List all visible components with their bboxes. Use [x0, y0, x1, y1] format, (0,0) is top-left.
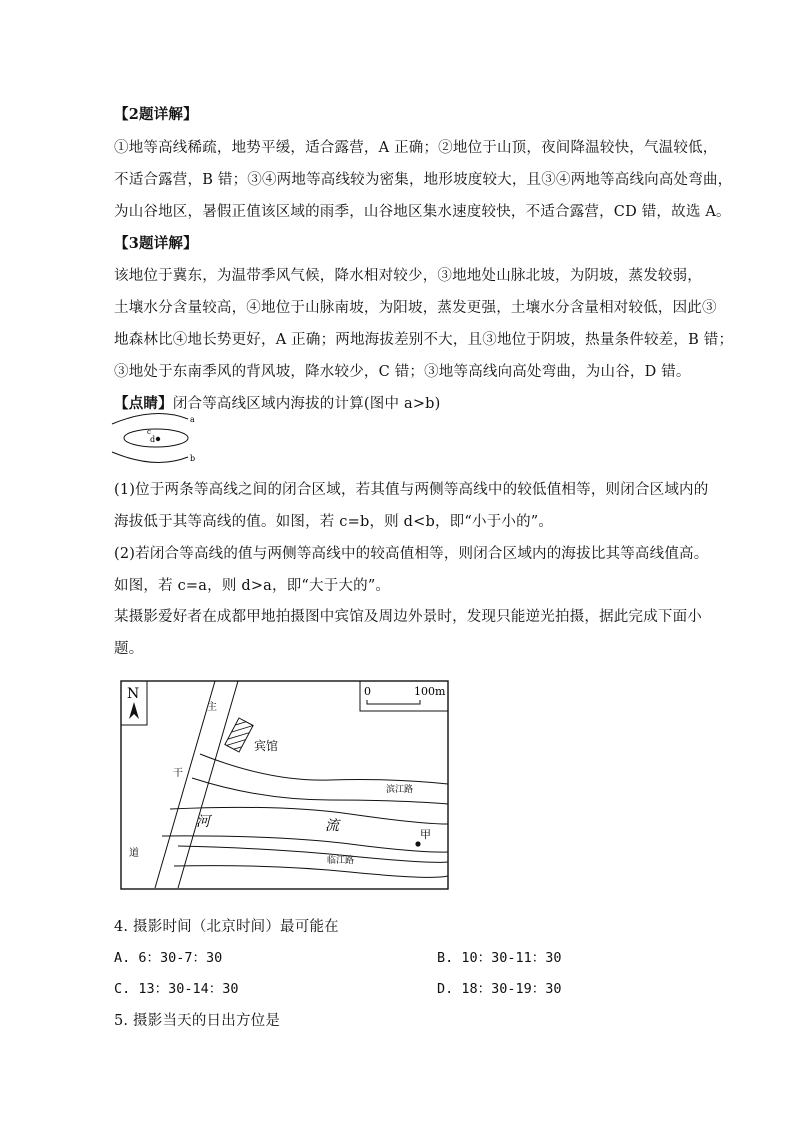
north-label: N	[127, 686, 140, 702]
tip-tag: 【点睛】	[114, 395, 173, 412]
label-a: a	[190, 415, 195, 424]
hotel-map	[120, 680, 450, 892]
q2-line: 不适合露营，B 错；③④两地等高线较为密集，地形坡度较大，且③④两地等高线向高处弯曲，	[114, 172, 733, 188]
scale-zero: 0	[364, 685, 371, 698]
q3-heading: 【3题详解】	[114, 235, 198, 252]
rule-line: (1)位于两条等高线之间的闭合区域，若其值与两侧等高线中的较低值相等，则闭合区域内的	[114, 482, 709, 498]
contour-line-a	[112, 414, 188, 424]
q4-option-c[interactable]: C. 13：30-14：30	[114, 981, 239, 997]
q3-line: 地森林比④地长势更好，A 正确；两地海拔差别不大，且③地位于阴坡，热量条件较差，B 错；	[114, 332, 734, 348]
tip-text: 闭合等高线区域内海拔的计算(图中 a>b)	[172, 396, 441, 412]
road-label-dao: 道	[129, 848, 139, 859]
q4-option-a[interactable]: A. 6：30-7：30	[114, 950, 223, 966]
q3-line: ③地处于东南季风的背风坡，降水较少，C 错；③地等高线向高处弯曲，为山谷，D 错。	[114, 364, 691, 380]
q2-line: 为山谷地区，暑假正值该区域的雨季，山谷地区集水速度较快，不适合露营，CD 错，故选 A。	[114, 204, 731, 220]
rule-line: 如图，若 c=a，则 d>a，即“大于大的”。	[114, 578, 391, 594]
q5-stem: 5. 摄影当天的日出方位是	[114, 1013, 281, 1029]
q4-option-b[interactable]: B. 10：30-11：30	[437, 950, 562, 966]
label-c: c	[147, 428, 151, 436]
q4-option-d[interactable]: D. 18：30-19：30	[437, 981, 562, 997]
river-label-liu: 流	[325, 818, 339, 834]
hotel-label: 宾馆	[254, 739, 279, 753]
road-label-zhu: 主	[207, 702, 217, 713]
q2-heading: 【2题详解】	[114, 106, 198, 123]
rule-line: (2)若闭合等高线的值与两侧等高线中的较高值相等，则闭合区域内的海拔比其等高线值高。	[114, 546, 709, 562]
point-d	[156, 437, 160, 441]
scale-end: 100m	[414, 685, 446, 698]
river-label-he: 河	[196, 814, 210, 830]
contour-diagram	[110, 410, 210, 466]
point-jia	[415, 841, 420, 846]
intro-line: 题。	[114, 641, 144, 657]
binjiang-label: 滨江路	[386, 785, 414, 795]
q2-line: ①地等高线稀疏，地势平缓，适合露营，A 正确；②地位于山顶，夜间降温较快，气温较低，	[114, 140, 718, 156]
intro-line: 某摄影爱好者在成都甲地拍摄图中宾馆及周边外景时，发现只能逆光拍摄，据此完成下面小	[114, 609, 702, 625]
point-jia-label: 甲	[420, 828, 431, 841]
closed-contour-c	[124, 429, 188, 447]
road-label-gan: 干	[173, 768, 183, 779]
q3-line: 该地位于冀东，为温带季风气候，降水相对较少，③地地处山脉北坡，为阴坡，蒸发较弱，	[114, 268, 702, 284]
label-b: b	[190, 454, 196, 463]
linjiang-label: 临江路	[327, 856, 355, 866]
rule-line: 海拔低于其等高线的值。如图，若 c=b，则 d<b，即“小于小的”。	[114, 514, 554, 530]
contour-line-b	[112, 452, 188, 462]
q3-line: 土壤水分含量较高，④地位于山脉南坡，为阳坡，蒸发更强，土壤水分含量相对较低，因此③	[114, 300, 717, 316]
label-d: d	[150, 435, 156, 444]
q4-stem: 4. 摄影时间（北京时间）最可能在	[114, 919, 339, 935]
